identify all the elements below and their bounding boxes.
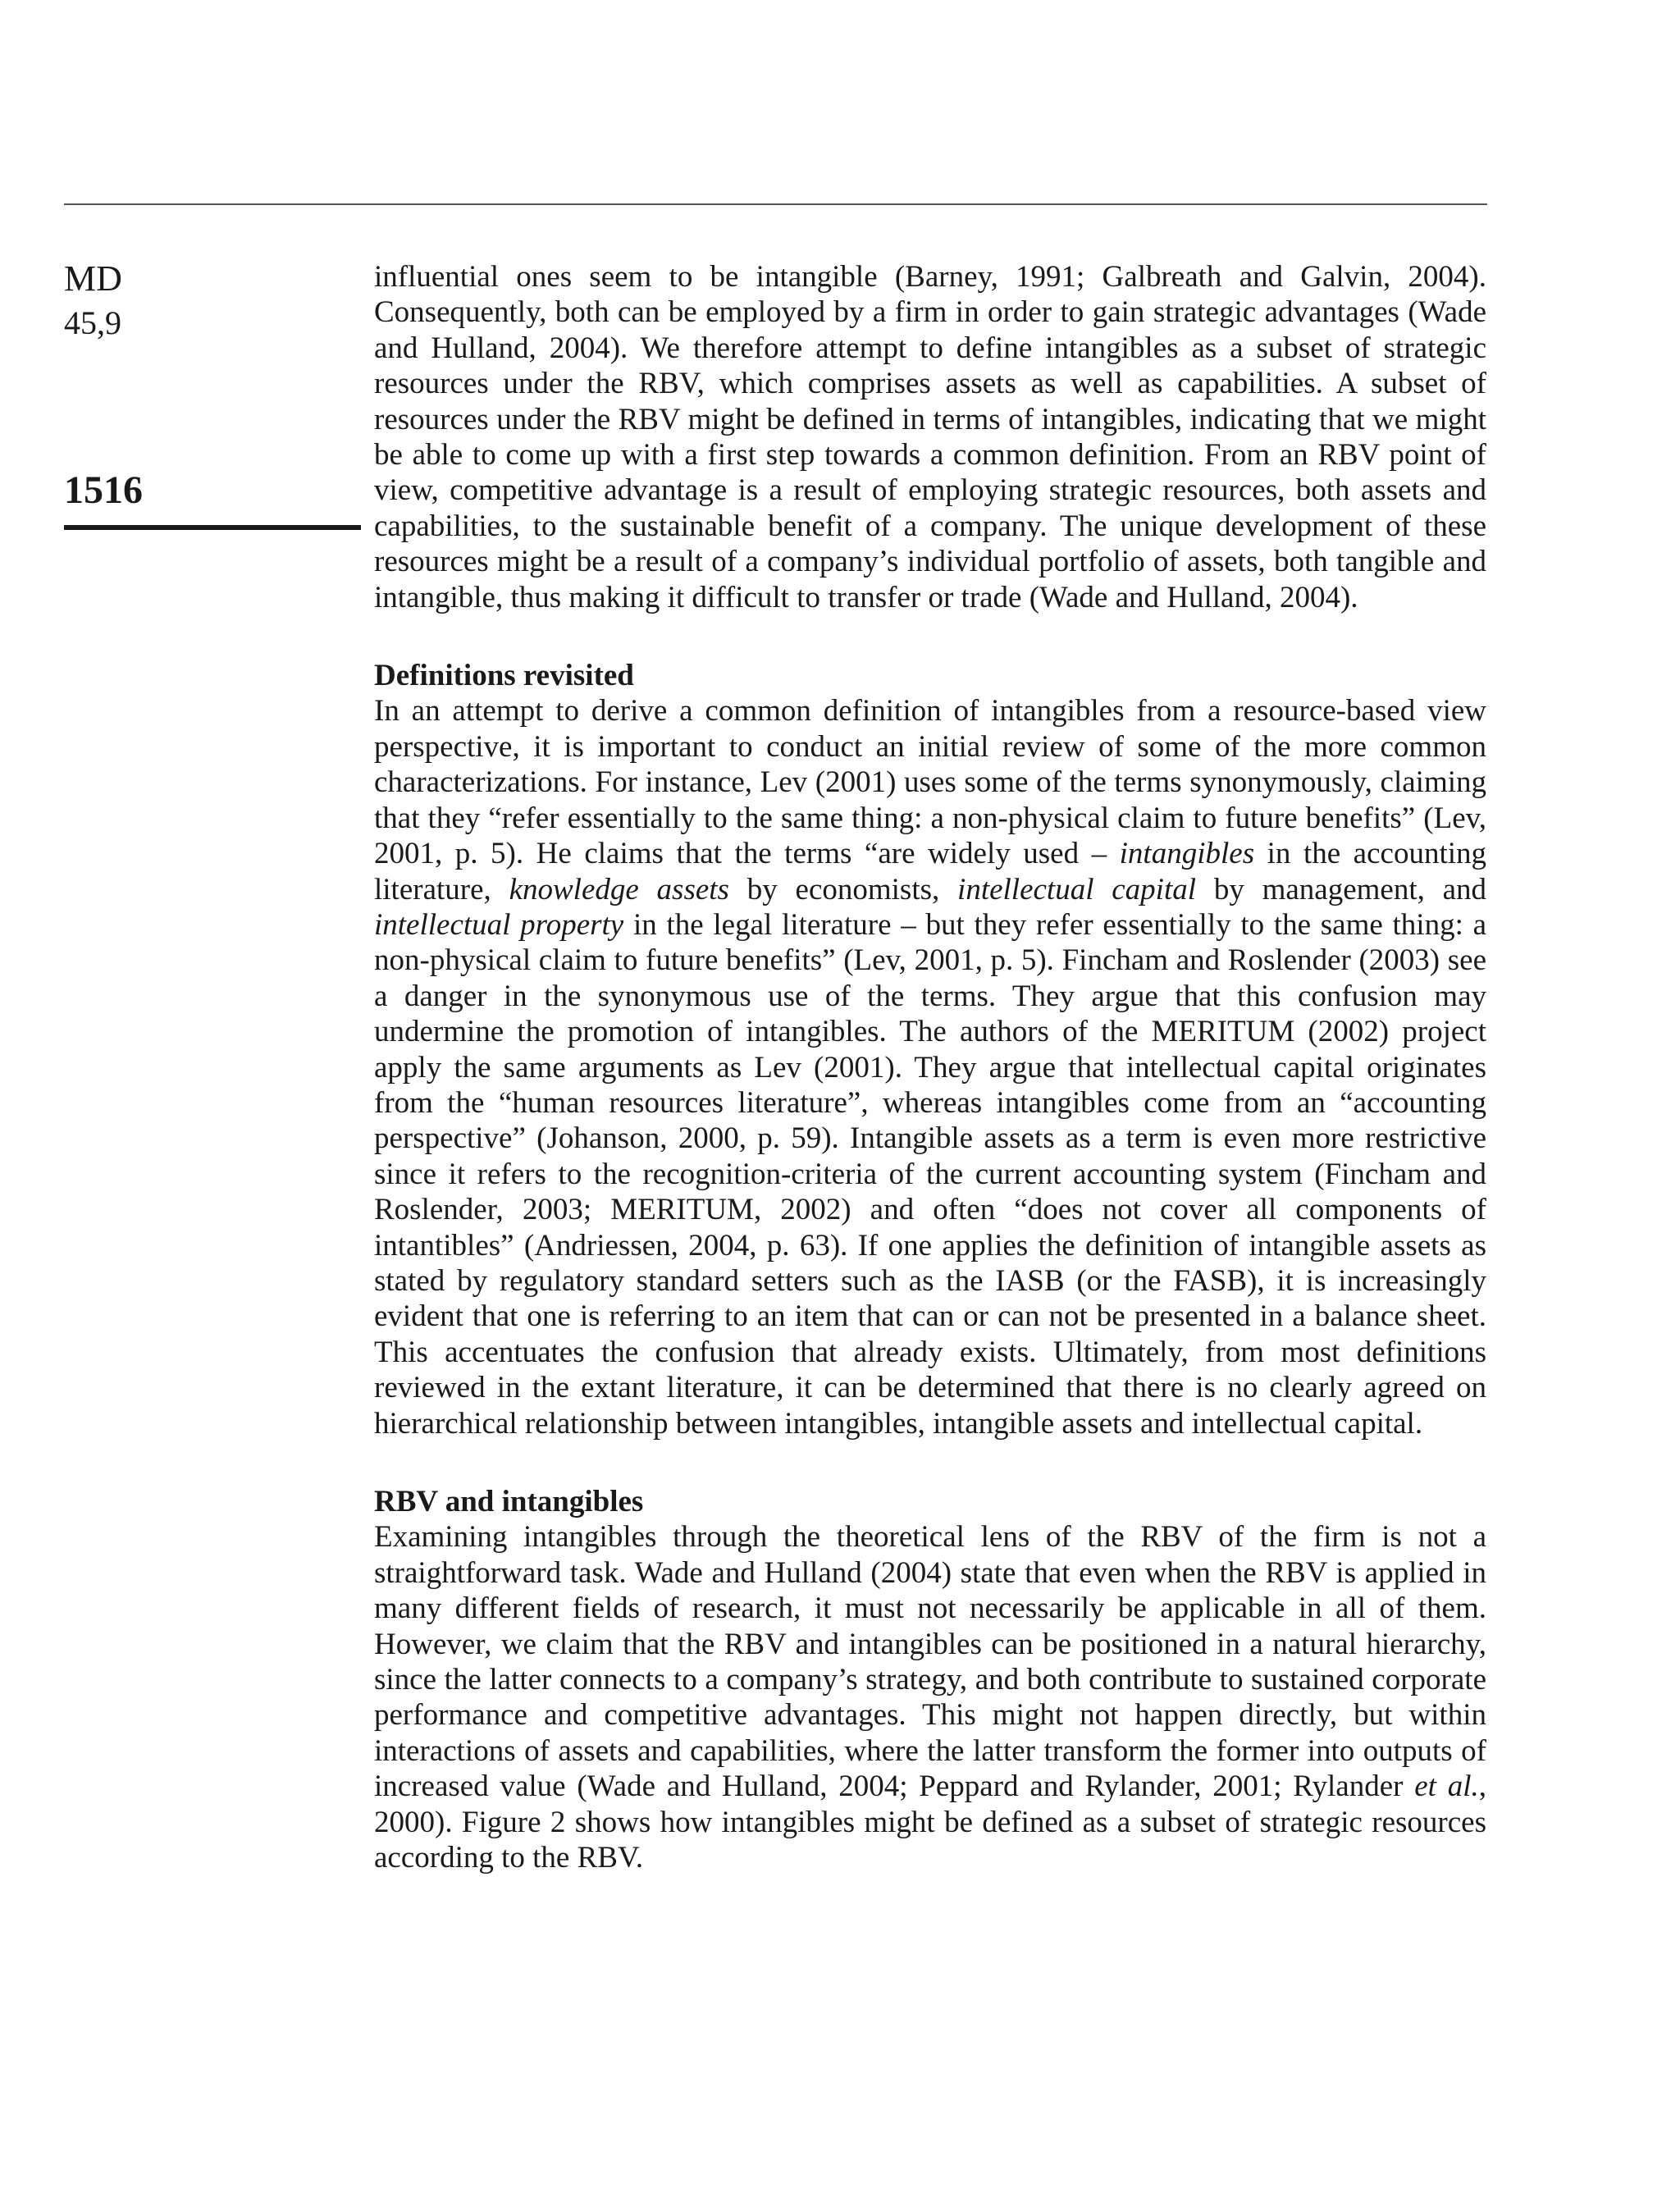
header-rule bbox=[64, 203, 1487, 205]
definitions-paragraph bbox=[374, 693, 1486, 1441]
section-gap bbox=[374, 1441, 1486, 1484]
text-run: in the legal literature – but they refer essentially to the same thing: a non-physical claim to future benefits” (Lev, 2001, p. 5). Fincham and Roslender (2003) see a danger in the synonymous use of the terms. They argue that this confusion may undermine the promotion of intangibles. The authors of the MERITUM (2002) project apply the same arguments as Lev (2001). They argue that intellectual capital originates from the “human resources literature”, whereas intangibles come from an “accounting perspective” (Johanson, 2000, p. 59). Intangible assets as a term is even more restrictive since it refers to the recognition-criteria of the current accounting system (Fincham and Roslender, 2003; MERITUM, 2002) and often “does not cover all components of intantibles” (Andriessen, 2004, p. 63). If one applies the definition of intangible assets as stated by regulatory standard setters such as the IASB (or the FASB), it is increasingly evident that one is referring to an item that can or can not be presented in a balance sheet. This accentuates the confusion that already exists. Ultimately, from most definitions reviewed in the extant literature, it can be determined that there is no clearly agreed on hierarchical relationship between intangibles, intangible assets and intellectual capital. bbox=[374, 907, 1486, 1441]
text-run: Examining intangibles through the theoretical lens of the RBV of the firm is not a straightforward task. Wade and Hulland (2004) state that even when the RBV is applied in many different fields of research, it must not necessarily be applicable in all of them. However, we claim that the RBV and intangibles can be positioned in a natural hierarchy, since the latter connects to a company’s strategy, and both contribute to sustained corporate performance and competitive advantages. This might not happen directly, but within interactions of assets and capabilities, where the latter transform the former into outputs of increased value (Wade and Hulland, 2004; Peppard and Rylander, 2001; Rylander bbox=[374, 1520, 1486, 1804]
volume-issue: 45,9 bbox=[64, 304, 121, 341]
text-run: by economists, bbox=[746, 872, 940, 906]
text-run: , 2000). Figure 2 shows how intangibles might be defined as a subset of strategic resources according to the RBV. bbox=[374, 1769, 1487, 1875]
rbv-paragraph bbox=[374, 1519, 1486, 1875]
italic-term: et al. bbox=[1414, 1769, 1479, 1804]
journal-code: MD bbox=[64, 258, 122, 299]
section-heading-definitions: Definitions revisited bbox=[374, 659, 634, 693]
section-gap bbox=[374, 615, 1486, 658]
page-number: 1516 bbox=[64, 468, 143, 512]
italic-term: knowledge assets bbox=[509, 872, 729, 906]
italic-term: intellectual capital bbox=[957, 872, 1197, 906]
italic-term: intangibles bbox=[1119, 837, 1255, 871]
text-run: in the accounting literature, bbox=[374, 837, 1487, 906]
section-heading-rbv: RBV and intangibles bbox=[374, 1485, 644, 1518]
article-body bbox=[374, 259, 1486, 1875]
italic-term: intellectual property bbox=[374, 907, 624, 942]
text-run: by management, and bbox=[1213, 872, 1487, 906]
page-number-rule bbox=[64, 525, 361, 530]
intro-paragraph: influential ones seem to be intangible (Barney, 1991; Galbreath and Galvin, 2004). Consequently, both can be employed by a firm in order to gain strategic advantages (Wade and Hulland, 2004). We therefore attempt to define intangibles as a subset of strategic resources under the RBV, which comprises assets as well as capabilities. A subset of resources under the RBV might be defined in terms of intangibles, indicating that we might be able to come up with a first step towards a common definition. From an RBV point of view, competitive advantage is a result of employing strategic resources, both assets and capabilities, to the sustainable benefit of a company. The unique development of these resources might be a result of a company’s individual portfolio of assets, both tangible and intangible, thus making it difficult to transfer or trade (Wade and Hulland, 2004). bbox=[374, 260, 1486, 614]
text-run: In an attempt to derive a common definition of intangibles from a resource-based view perspective, it is important to conduct an initial review of some of the more common characterizations. For instance, Lev (2001) uses some of the terms synonymously, claiming that they “refer essentially to the same thing: a non-physical claim to future benefits” (Lev, 2001, p. 5). He claims that the terms “are widely used – bbox=[374, 694, 1486, 871]
